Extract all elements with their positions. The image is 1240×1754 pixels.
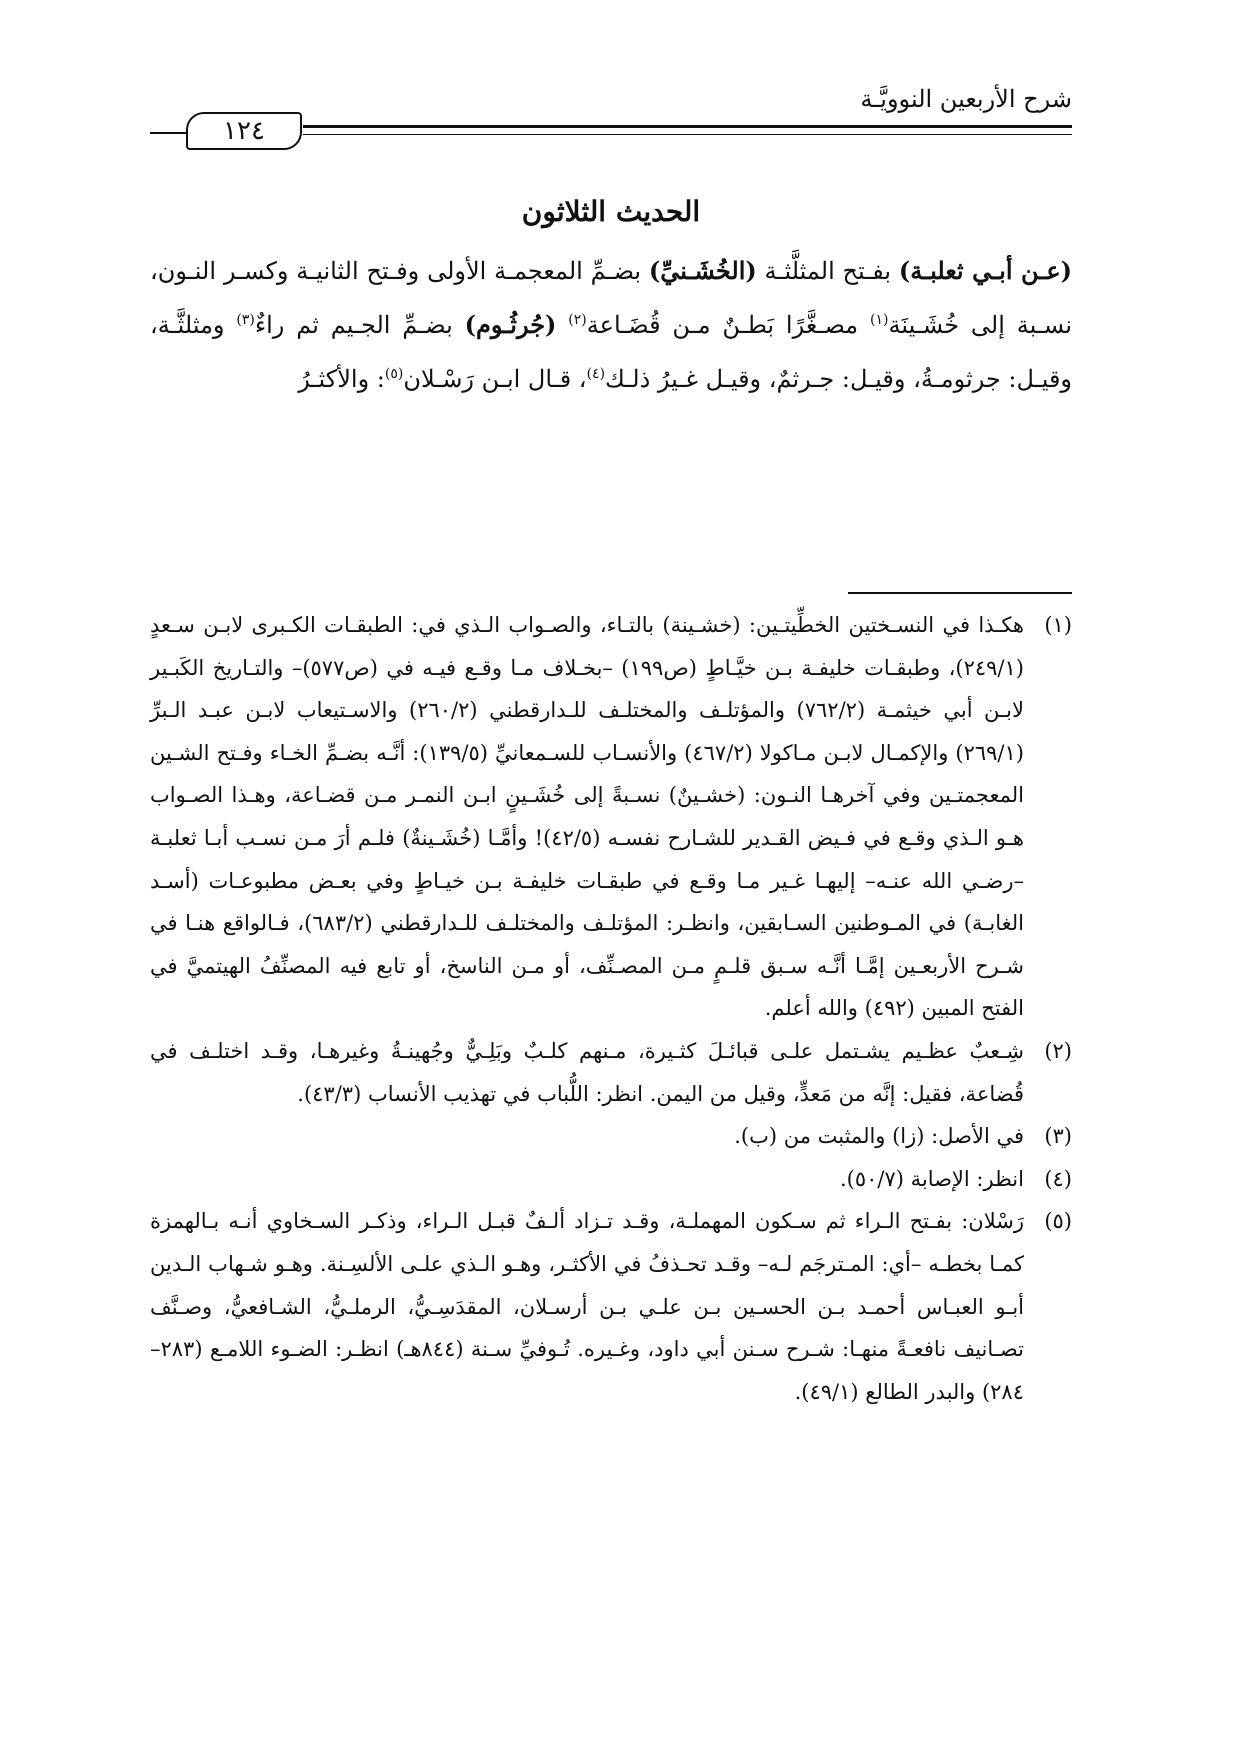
footnote-text: في الأصل: (زا) والمثبت من (ب). bbox=[734, 1124, 1024, 1149]
footnote-text: رَسْلان: بفـتح الـراء ثم سـكون المهملـة، وقـد تـزاد ألـفٌ قبـل الـراء، وذكـر السـخاوي أنـه بـالهمزة كمـا بخطـه –أي: المـترجَم لـه– وقـد تحـذفُ في الأكثـر، وهـو الـذي علـى الألسِـنة. وهـو شـهاب الـدين أبـو العبـاس أحمـد بـن الحسـين بـن علـي بـن أرسـلان، المقدَسِـيُّ، الرملـيُّ، الشـافعيُّ، وصـنَّف تصـانيف نافعـةً منهـا: شـرح سـنن أبي داود، وغـيره. تُـوفيِّ سـنة (٨٤٤هـ) انظـر: الضـوء اللامـع (٢٨٣–٢٨٤) والبدر الطالع (٤٩/١). bbox=[150, 1209, 1024, 1404]
main-text-segment: بفـتح المثلَّثـة bbox=[756, 257, 899, 285]
footnote-ref-1[interactable]: (١) bbox=[869, 312, 889, 328]
footnote-number: (٤) bbox=[1044, 1166, 1072, 1191]
header-rule-thick bbox=[303, 125, 1072, 128]
main-text-segment: ، قـال ابـن رَسْـلان bbox=[403, 365, 587, 393]
footnote-text: شِـعبٌ عظـيم يشـتمل علـى قبائـلَ كثـيرة، مـنهم كلـبٌ وبَلِـيٌّ وجُهينـةُ وغيرهـا، وقـد اختلـف في قُضاعة، فقيل: إنَّه من مَعدٍّ، وقيل من اليمن. انظر: اللُّباب في تهذيب الأنساب (٤٣/٣). bbox=[150, 1038, 1024, 1106]
main-text-segment: ومثلثَّـة، وقيـل: جرثومـةُ، وقيـل: جـرثمٌ، وقيـل غـيرُ ذلـك bbox=[150, 311, 1072, 393]
footnote-text: انظر: الإصابة (٥٠/٧). bbox=[839, 1166, 1024, 1191]
main-text-segment: مصـغَّرًا بَطـنٌ مـن قُضَـاعة bbox=[586, 311, 870, 339]
footnote-text: هكـذا في النسـختين الخطِّيتـين: (خشـينة) بالتـاء، والصـواب الـذي في: الطبقـات الكـبرى لابـن سـعدٍ (٢٤٩/١)، وطبقـات خليفـة بـن خيَّـاطٍ (ص١٩٩) –بخـلاف مـا وقـع فيـه في (ص٥٧٧)– والتـاريخ الكَبـير لابـن أبي خيثمـة (٧٦٢/٢) والمؤتلـف والمختلـف للـدارقطني (٢٦٠/٢) والاسـتيعاب لابـن عبـد الـبرِّ (٢٦٩/١) والإكمـال لابـن مـاكولا (٤٦٧/٢) والأنسـاب للسـمعانيِّ (١٣٩/٥): أنَّـه بضـمِّ الخـاء وفـتح الشـين المعجمتـين وفي آخرهـا النـون: (خشـينٌ) نسـبةً إلى خُشَـينٍ ابـن النمـر مـن قضـاعة، وهـذا الصـواب هـو الـذي وقـع في فـيض القـدير للشـارح نفسـه (٤٢/٥)! وأمَّـا (خُشَـينةٌ) فلـم أرَ مـن نسـب أبـا ثعلبـة –رضـي الله عنـه– إليهـا غـير مـا وقـع في طبقـات خليفـة بـن خيـاطٍ وفي بعـض مطبوعـات (أسـد الغابـة) في المـوطنين السـابقين، وانظـر: المؤتلـف والمختلـف للـدارقطني (٦٨٣/٢)، فـالواقع هنـا في شـرح الأربعـين إمَّـا أنَّـه سـبق قلـمٍ مـن المصـنِّف، أو مـن الناسخ، أو تابع فيه المصنِّفُ الهيتميَّ في الفتح المبين (٤٩٢) والله أعلم. bbox=[150, 613, 1025, 1021]
footnote-number: (٢) bbox=[1044, 1038, 1072, 1063]
nisba-term: (الخُشَـنيِّ) bbox=[648, 256, 757, 285]
page-number-box: ١٢٤ bbox=[186, 112, 302, 150]
footnote-ref-5[interactable]: (٥) bbox=[384, 366, 404, 382]
footnote-2 bbox=[150, 1030, 1072, 1115]
footnote-ref-2[interactable]: (٢) bbox=[568, 312, 587, 328]
main-text-segment: : والأكثـرُ bbox=[298, 365, 385, 393]
footnote-number: (٣) bbox=[1044, 1124, 1072, 1149]
footnote-separator bbox=[848, 592, 1072, 594]
footnote-5 bbox=[150, 1200, 1072, 1413]
running-header-title: شرح الأربعين النوويَّـة bbox=[860, 85, 1072, 113]
footnotes-list bbox=[150, 604, 1072, 1413]
footnote-ref-4[interactable]: (٤) bbox=[586, 366, 606, 382]
main-paragraph bbox=[150, 244, 1072, 406]
footnote-number: (١) bbox=[1044, 613, 1072, 637]
narrator-name: (عـن أبـي ثعلبـة) bbox=[898, 256, 1072, 285]
name-term: (جُرثُـوم) bbox=[464, 310, 557, 339]
footnote-4 bbox=[150, 1158, 1072, 1201]
footnote-ref-3[interactable]: (٣) bbox=[236, 312, 255, 328]
main-text-segment bbox=[556, 311, 568, 339]
footnote-number: (٥) bbox=[1044, 1209, 1072, 1234]
main-text-segment: بضـمِّ المعجمـة الأولى وفـتح الثانيـة وكسـر النـون، نسـبة إلى خُشَـينَة bbox=[150, 257, 1072, 339]
header-rule-thin bbox=[303, 134, 1072, 135]
footnote-1 bbox=[150, 604, 1072, 1030]
main-text-segment: بضـمِّ الجـيم ثم راءٌ bbox=[254, 311, 465, 339]
hadith-heading: الحديث الثلاثون bbox=[521, 195, 701, 228]
footnote-3 bbox=[150, 1115, 1072, 1158]
